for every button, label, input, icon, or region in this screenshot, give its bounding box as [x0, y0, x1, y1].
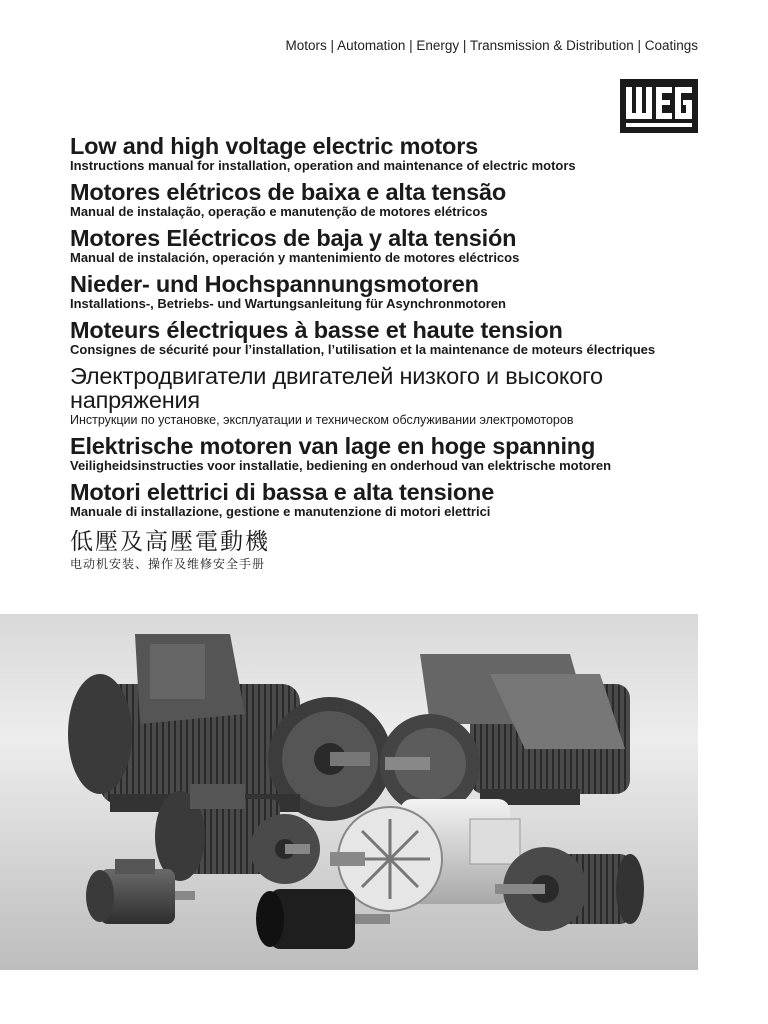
- title-block-de: [70, 272, 710, 312]
- title-block-pt: [70, 180, 710, 220]
- motor-large-right: [380, 654, 630, 814]
- motors-photo: [0, 614, 698, 970]
- subtitle-ru: Инструкции по установке, эксплуатации и техническом обслуживании электромоторов: [70, 413, 574, 427]
- subtitle-de: Installations-, Betriebs- und Wartungsanleitung für Asynchronmotoren: [70, 296, 507, 311]
- title-nl: Elektrische motoren van lage en hoge spanning: [70, 433, 596, 459]
- subtitle-es: Manual de instalación, operación y mantenimiento de motores eléctricos: [70, 250, 520, 265]
- title-en: Low and high voltage electric motors: [70, 133, 479, 159]
- title-block-en: [70, 134, 710, 174]
- title-block-nl: [70, 434, 710, 474]
- title-fr: Moteurs électriques à basse et haute tension: [70, 317, 563, 343]
- title-it: Motori elettrici di bassa e alta tensione: [70, 479, 495, 505]
- title-block-zh: [70, 526, 710, 572]
- language-title-list: [70, 134, 710, 578]
- weg-logo: [620, 79, 698, 133]
- title-block-ru: [70, 364, 710, 428]
- subtitle-pt: Manual de instalação, operação e manutenção de motores elétricos: [70, 204, 488, 219]
- subtitle-nl: Veiligheidsinstructies voor installatie, bediening en onderhoud van elektrische motoren: [70, 458, 612, 473]
- title-block-es: [70, 226, 710, 266]
- subtitle-en: Instructions manual for installation, operation and maintenance of electric motors: [70, 158, 576, 173]
- title-de: Nieder- und Hochspannungsmotoren: [70, 271, 479, 297]
- title-block-it: [70, 480, 710, 520]
- title-zh: 低壓及高壓電動機: [70, 528, 270, 554]
- header-nav: Motors | Automation | Energy | Transmission & Distribution | Coatings: [285, 38, 698, 53]
- motor-medium-right: [495, 847, 644, 931]
- title-es: Motores Eléctricos de baja y alta tensión: [70, 225, 517, 251]
- subtitle-it: Manuale di installazione, gestione e manutenzione di motori elettrici: [70, 504, 491, 519]
- subtitle-fr: Consignes de sécurité pour l’installation, l’utilisation et la maintenance de moteurs électriques: [70, 342, 656, 357]
- motor-light-center: [330, 799, 520, 911]
- subtitle-zh: 电动机安装、操作及维修安全手册: [70, 557, 266, 571]
- title-ru: Электродвигатели двигателей низкого и высокого напряжения: [70, 363, 603, 413]
- title-pt: Motores elétricos de baixa e alta tensão: [70, 179, 507, 205]
- title-block-fr: [70, 318, 710, 358]
